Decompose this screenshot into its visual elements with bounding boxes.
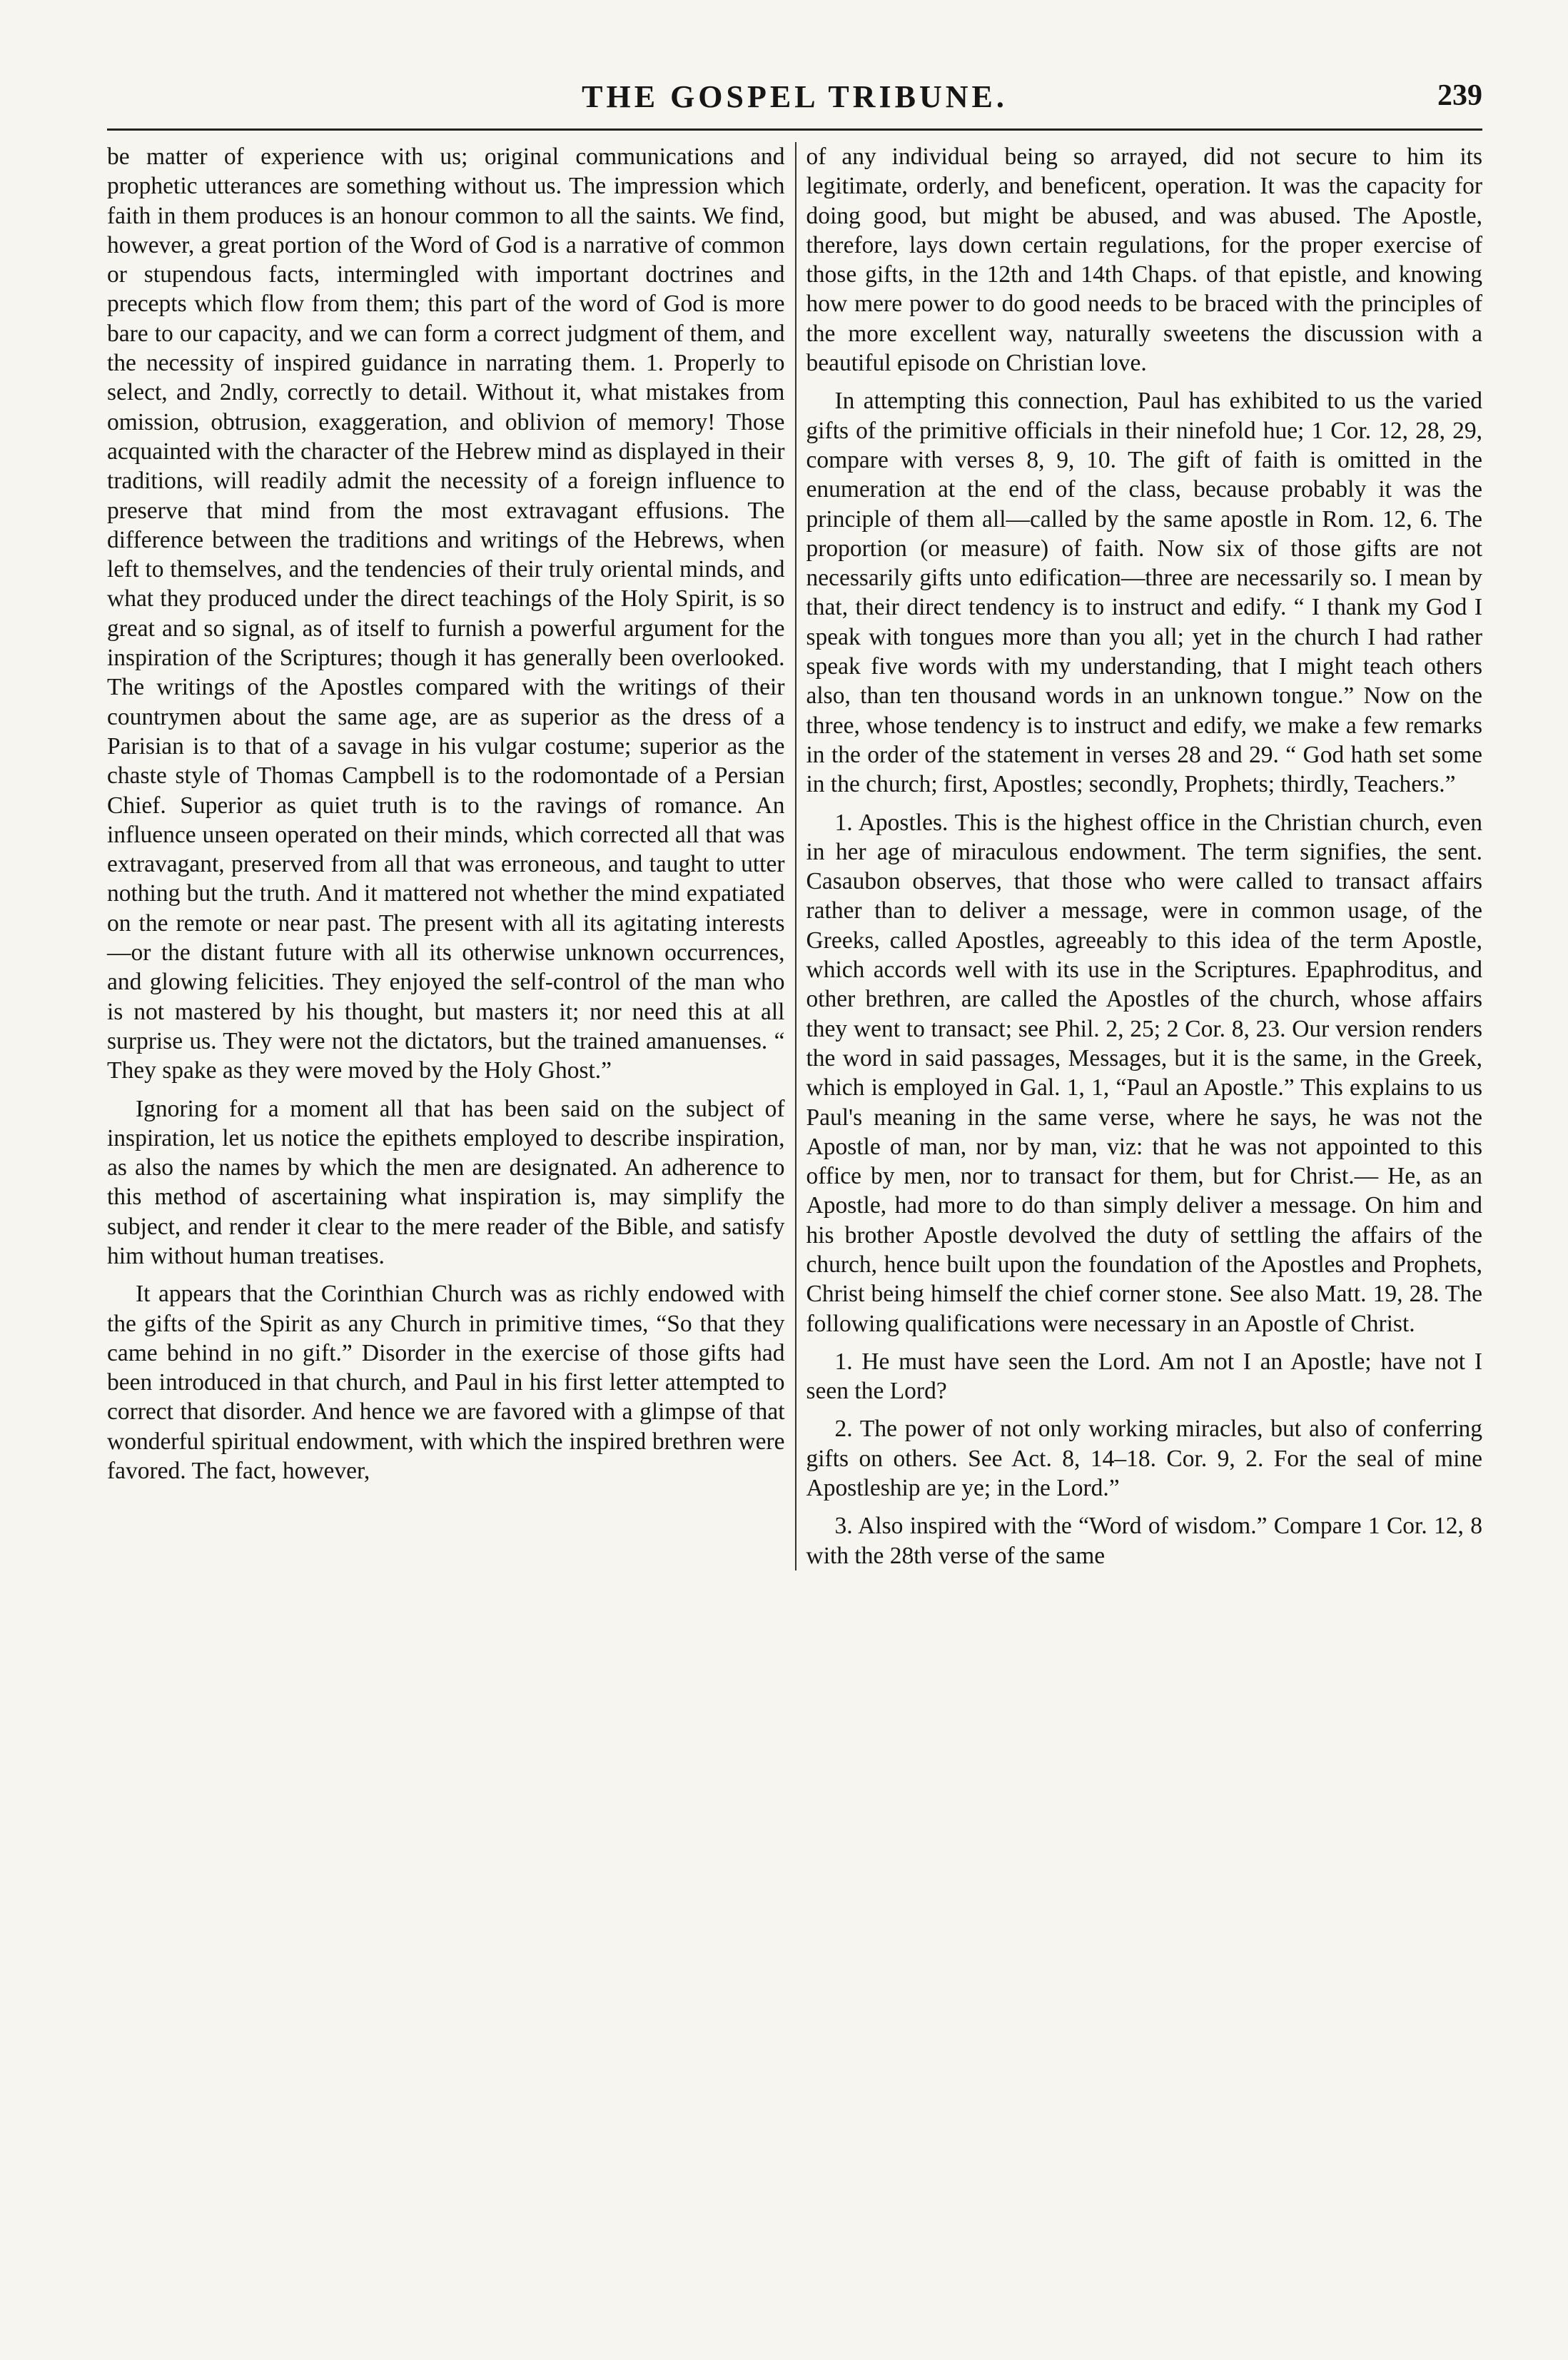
paragraph: It appears that the Corinthian Church was as richly endowed with the gifts of the Spirit as any Church in primitive times, “So that they came behind in no gift.” Disorder in the exercise of those gifts had been introduced in that church, and Paul in his first letter attempted to correct that disorder. And hence we are favored with a glimpse of that wonderful spiritual endowment, with which the inspired brethren were favored. The fact, however, (107, 1281, 785, 1485)
page-header (107, 64, 1482, 121)
text-columns (107, 142, 1482, 1570)
header-rule (107, 128, 1482, 131)
running-title: THE GOSPEL TRIBUNE. (582, 79, 1008, 114)
left-column (107, 142, 795, 1570)
paragraph: 3. Also inspired with the “Word of wisdom.” Compare 1 Cor. 12, 8 with the 28th verse of the same (806, 1513, 1482, 1569)
paragraph: In attempting this connection, Paul has exhibited to us the varied gifts of the primitive officials in their ninefold hue; 1 Cor. 12, 28, 29, compare with verses 8, 9, 10. The gift of faith is omitted in the enumeration at the end of the class, because probably it was the principle of them all—called by the same apostle in Rom. 12, 6. The proportion (or measure) of faith. Now six of those gifts are not necessarily gifts unto edification—three are necessarily so. I mean by that, their direct tendency is to instruct and edify. “ I thank my God I speak with tongues more than you all; yet in the church I had rather speak five words with my understanding, that I might teach others also, than ten thousand words in an unknown tongue.” Now on the three, whose tendency is to instruct and edify, we make a few remarks in the order of the statement in verses 28 and 29. “ God hath set some in the church; first, Apostles; secondly, Prophets; thirdly, Teachers.” (806, 388, 1482, 798)
paragraph: be matter of experience with us; original communications and prophetic utterances are something without us. The impression which faith in them produces is an honour common to all the saints. We find, however, a great portion of the Word of God is a narrative of common or stupendous facts, intermingled with important doctrines and precepts which flow from them; this part of the word of God is more bare to our capacity, and we can form a correct judgment of them, and the necessity of inspired guidance in narrating them. 1. Properly to select, and 2ndly, correctly to detail. Without it, what mistakes from omission, obtrusion, exaggeration, and oblivion of memory! Those acquainted with the character of the Hebrew mind as displayed in their traditions, will readily admit the necessity of a foreign influence to preserve that mind from the most extravagant effusions. The difference between the traditions and writings of the Hebrews, when left to themselves, and the tendencies of their truly oriental minds, and what they produced under the direct teachings of the Holy Spirit, is so great and so signal, as of itself to furnish a powerful argument for the inspiration of the Scriptures; though it has generally been overlooked. The writings of the Apostles compared with the writings of their countrymen about the same age, are as superior as the dress of a Parisian is to that of a savage in his vulgar costume; superior as the chaste style of Thomas Campbell is to the rodomontade of a Persian Chief. Superior as quiet truth is to the ravings of romance. An influence unseen operated on their minds, which corrected all that was extravagant, preserved from all that was erroneous, and taught to utter nothing but the truth. And it mattered not whether the mind expatiated on the remote or near past. The present with all its agitating interests—or the distant future with all its otherwise unknown occurrences, and glowing felicities. They enjoyed the self-control of the man who is not mastered by his thought, but masters it; nor need this at all surprise us. They were not the dictators, but the trained amanuenses. “ They spake as they were moved by the Holy Ghost.” (107, 143, 785, 1084)
paragraph: Ignoring for a moment all that has been said on the subject of inspiration, let us notice the epithets employed to describe inspiration, as also the names by which the men are designated. An adherence to this method of ascertaining what inspiration is, may simplify the subject, and render it clear to the mere reader of the Bible, and satisfy him without human treatises. (107, 1095, 785, 1269)
paragraph: of any individual being so arrayed, did not secure to him its legitimate, orderly, and beneficent, operation. It was the capacity for doing good, but might be abused, and was abused. The Apostle, therefore, lays down certain regulations, for the proper exercise of those gifts, in the 12th and 14th Chaps. of that epistle, and knowing how mere power to do good needs to be braced with the principles of the more excellent way, naturally sweetens the discussion with a beautiful episode on Christian love. (806, 143, 1482, 377)
right-column (795, 142, 1483, 1570)
page-number: 239 (1437, 79, 1482, 112)
paragraph: 1. He must have seen the Lord. Am not I an Apostle; have not I seen the Lord? (806, 1348, 1482, 1405)
paragraph: 2. The power of not only working miracles, but also of conferring gifts on others. See Act. 8, 14–18. Cor. 9, 2. For the seal of mine Apostleship are ye; in the Lord.” (806, 1416, 1482, 1502)
paragraph: 1. Apostles. This is the highest office in the Christian church, even in her age of miraculous endowment. The term signifies, the sent. Casaubon observes, that those who were called to transact affairs rather than to deliver a message, were in common usage, of the Greeks, called Apostles, agreeably to this idea of the term Apostle, which accords well with its use in the Scriptures. Epaphroditus, and other brethren, are called the Apostles of the church, whose affairs they went to transact; see Phil. 2, 25; 2 Cor. 8, 23. Our version renders the word in said passages, Messages, but it is the same, in the Greek, which is employed in Gal. 1, 1, “Paul an Apostle.” This explains to us Paul's meaning in the same verse, where he says, he was not the Apostle of man, nor by man, viz: that he was not appointed to this office by men, nor to transact for them, but for Christ.— He, as an Apostle, had more to do than simply deliver a message. On him and his brother Apostle devolved the duty of settling the affairs of the church, hence built upon the foundation of the Apostles and Prophets, Christ being himself the chief corner stone. See also Matt. 19, 28. The following qualifications were necessary in an Apostle of Christ. (806, 809, 1482, 1337)
